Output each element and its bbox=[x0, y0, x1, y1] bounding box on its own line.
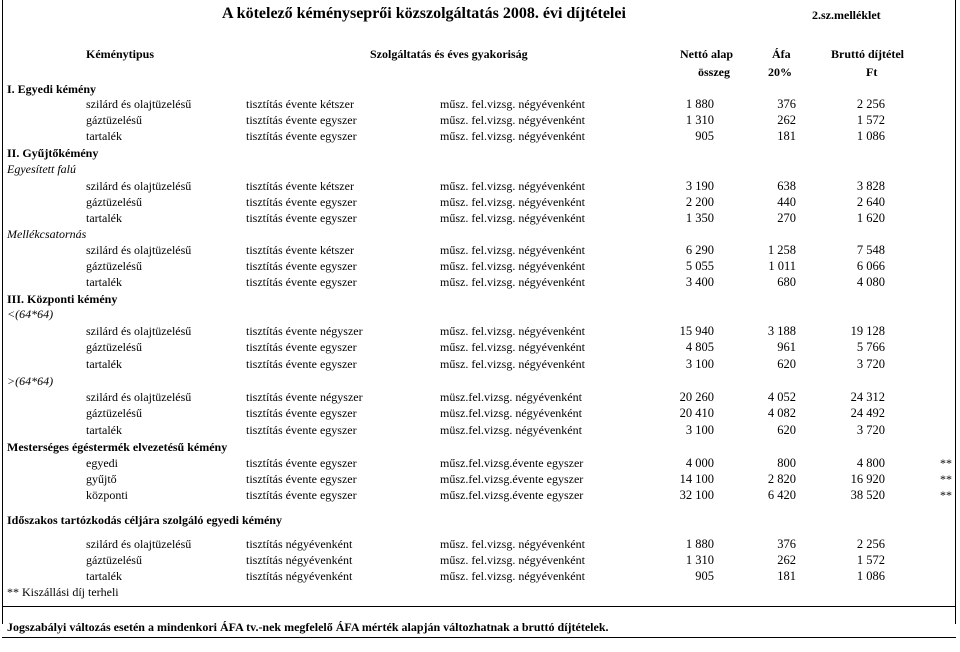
row-fuel-type: központi bbox=[86, 488, 128, 502]
row-inspection-frequency: műsz. fel.vizsg. négyévenként bbox=[440, 97, 585, 111]
header-vat: Áfa bbox=[772, 47, 791, 61]
row-net-amount: 3 190 bbox=[685, 179, 714, 193]
header-net: Nettó alap bbox=[680, 47, 733, 61]
row-inspection-frequency: műsz. fel.vizsg. négyévenként bbox=[440, 259, 585, 273]
row-inspection-frequency: műsz.fel.vizsg.évente egyszer bbox=[440, 488, 584, 502]
row-gross-amount: 5 766 bbox=[856, 340, 885, 354]
row-cleaning-frequency: tisztítás évente egyszer bbox=[246, 423, 357, 437]
row-fuel-type: szilárd és olajtüzelésű bbox=[86, 324, 192, 338]
row-vat-amount: 376 bbox=[777, 537, 796, 551]
row-inspection-frequency: műsz.fel.vizsg.évente egyszer bbox=[440, 456, 584, 470]
row-inspection-frequency: műsz. fel.vizsg. négyévenként bbox=[440, 195, 585, 209]
row-gross-amount: 6 066 bbox=[856, 259, 885, 273]
row-gross-amount: 1 572 bbox=[856, 113, 885, 127]
row-inspection-frequency: müsz.fel.vizsg. négyévenként bbox=[440, 406, 582, 420]
row-cleaning-frequency: tisztítás négyévenként bbox=[246, 537, 353, 551]
row-gross-amount: 2 256 bbox=[856, 97, 885, 111]
row-fuel-type: szilárd és olajtüzelésű bbox=[86, 243, 192, 257]
row-gross-amount: 19 128 bbox=[850, 324, 885, 338]
row-cleaning-frequency: tisztítás évente egyszer bbox=[246, 472, 357, 486]
row-cleaning-frequency: tisztítás évente egyszer bbox=[246, 275, 357, 289]
row-net-amount: 1 880 bbox=[685, 97, 714, 111]
row-vat-amount: 270 bbox=[777, 211, 796, 225]
left-border bbox=[2, 0, 3, 624]
row-cleaning-frequency: tisztítás évente egyszer bbox=[246, 259, 357, 273]
row-inspection-frequency: műsz. fel.vizsg. négyévenként bbox=[440, 243, 585, 257]
row-net-amount: 1 880 bbox=[685, 537, 714, 551]
row-net-amount: 32 100 bbox=[679, 488, 714, 502]
row-vat-amount: 376 bbox=[777, 97, 796, 111]
section-individual-chimney: I. Egyedi kémény bbox=[7, 82, 97, 96]
row-gross-amount: 24 312 bbox=[850, 390, 885, 404]
row-fuel-type: gáztüzelésű bbox=[86, 406, 142, 420]
row-gross-amount: 4 800 bbox=[856, 456, 885, 470]
row-vat-amount: 440 bbox=[777, 195, 796, 209]
row-fuel-type: tartalék bbox=[86, 423, 122, 437]
header-service: Szolgáltatás és éves gyakoriság bbox=[370, 47, 528, 61]
row-vat-amount: 3 188 bbox=[767, 324, 796, 338]
row-fuel-type: tartalék bbox=[86, 275, 122, 289]
row-net-amount: 905 bbox=[695, 129, 714, 143]
row-inspection-frequency: műsz. fel.vizsg. négyévenként bbox=[440, 129, 585, 143]
row-cleaning-frequency: tisztítás évente négyszer bbox=[246, 390, 363, 404]
row-cleaning-frequency: tisztítás évente egyszer bbox=[246, 340, 357, 354]
row-travel-fee-marker: ** bbox=[940, 488, 952, 502]
row-inspection-frequency: műsz. fel.vizsg. négyévenként bbox=[440, 211, 585, 225]
row-net-amount: 15 940 bbox=[679, 324, 714, 338]
row-net-amount: 4 805 bbox=[685, 340, 714, 354]
header-chimney-type: Kéménytipus bbox=[86, 47, 155, 61]
row-vat-amount: 181 bbox=[777, 569, 796, 583]
row-gross-amount: 2 640 bbox=[856, 195, 885, 209]
row-inspection-frequency: műsz.fel.vizsg.évente egyszer bbox=[440, 472, 584, 486]
row-net-amount: 1 310 bbox=[685, 553, 714, 567]
row-inspection-frequency: műsz. fel.vizsg. négyévenként bbox=[440, 357, 585, 371]
row-fuel-type: tartalék bbox=[86, 211, 122, 225]
row-gross-amount: 3 720 bbox=[856, 423, 885, 437]
row-cleaning-frequency: tisztítás évente kétszer bbox=[246, 243, 354, 257]
header-net-sub: összeg bbox=[698, 65, 730, 79]
row-cleaning-frequency: tisztítás évente egyszer bbox=[246, 113, 357, 127]
header-gross-sub: Ft bbox=[866, 65, 878, 79]
row-gross-amount: 2 256 bbox=[856, 537, 885, 551]
row-vat-amount: 1 011 bbox=[768, 259, 796, 273]
row-vat-amount: 4 052 bbox=[767, 390, 796, 404]
row-fuel-type: gáztüzelésű bbox=[86, 195, 142, 209]
row-vat-amount: 4 082 bbox=[767, 406, 796, 420]
subsection-small-central: <(64*64) bbox=[7, 307, 54, 321]
row-net-amount: 14 100 bbox=[679, 472, 714, 486]
row-fuel-type: gáztüzelésű bbox=[86, 113, 142, 127]
row-net-amount: 905 bbox=[695, 569, 714, 583]
right-border bbox=[955, 0, 956, 624]
row-vat-amount: 800 bbox=[777, 456, 796, 470]
attachment-label: 2.sz.melléklet bbox=[812, 8, 881, 22]
section-artificial-flue: Mesterséges égéstermék elvezetésű kémény bbox=[7, 440, 228, 454]
row-gross-amount: 16 920 bbox=[850, 472, 885, 486]
row-fuel-type: tartalék bbox=[86, 569, 122, 583]
row-fuel-type: szilárd és olajtüzelésű bbox=[86, 179, 192, 193]
document-title: A kötelező kéményseprői közszolgáltatás 2008. évi díjtételei bbox=[222, 5, 626, 22]
row-inspection-frequency: műsz. fel.vizsg. négyévenként bbox=[440, 340, 585, 354]
row-inspection-frequency: müsz.fel.vizsg. négyévenként bbox=[440, 423, 582, 437]
row-gross-amount: 1 086 bbox=[856, 129, 885, 143]
row-gross-amount: 3 720 bbox=[856, 357, 885, 371]
header-gross: Bruttó díjtétel bbox=[831, 47, 904, 61]
footer-rule-bottom bbox=[2, 637, 956, 638]
row-travel-fee-marker: ** bbox=[940, 472, 952, 486]
row-vat-amount: 2 820 bbox=[767, 472, 796, 486]
section-central-chimney: III. Központi kémény bbox=[7, 292, 118, 306]
row-vat-amount: 181 bbox=[777, 129, 796, 143]
row-vat-amount: 638 bbox=[777, 179, 796, 193]
row-cleaning-frequency: tisztítás évente egyszer bbox=[246, 129, 357, 143]
row-fuel-type: szilárd és olajtüzelésű bbox=[86, 537, 192, 551]
header-vat-sub: 20% bbox=[768, 65, 792, 79]
row-inspection-frequency: műsz. fel.vizsg. négyévenként bbox=[440, 569, 585, 583]
subsection-large-central: >(64*64) bbox=[7, 374, 54, 388]
row-cleaning-frequency: tisztítás évente négyszer bbox=[246, 324, 363, 338]
row-vat-amount: 262 bbox=[777, 113, 796, 127]
row-cleaning-frequency: tisztítás évente egyszer bbox=[246, 406, 357, 420]
row-gross-amount: 1 572 bbox=[856, 553, 885, 567]
row-net-amount: 3 100 bbox=[685, 423, 714, 437]
row-gross-amount: 7 548 bbox=[856, 243, 885, 257]
row-fuel-type: gáztüzelésű bbox=[86, 553, 142, 567]
row-travel-fee-marker: ** bbox=[940, 456, 952, 470]
row-net-amount: 6 290 bbox=[685, 243, 714, 257]
row-vat-amount: 1 258 bbox=[767, 243, 796, 257]
section-temporary-residence: Időszakos tartózkodás céljára szolgáló egyedi kémény bbox=[7, 513, 282, 527]
row-vat-amount: 961 bbox=[777, 340, 796, 354]
subsection-side-channel: Mellékcsatornás bbox=[7, 227, 87, 241]
row-gross-amount: 1 620 bbox=[856, 211, 885, 225]
row-inspection-frequency: műsz. fel.vizsg. négyévenként bbox=[440, 179, 585, 193]
row-cleaning-frequency: tisztítás évente egyszer bbox=[246, 195, 357, 209]
row-net-amount: 1 310 bbox=[685, 113, 714, 127]
row-net-amount: 1 350 bbox=[685, 211, 714, 225]
row-cleaning-frequency: tisztítás évente egyszer bbox=[246, 357, 357, 371]
row-fuel-type: gáztüzelésű bbox=[86, 259, 142, 273]
row-net-amount: 4 000 bbox=[685, 456, 714, 470]
row-fuel-type: szilárd és olajtüzelésű bbox=[86, 390, 192, 404]
row-fuel-type: tartalék bbox=[86, 357, 122, 371]
row-gross-amount: 4 080 bbox=[856, 275, 885, 289]
footer-note: Jogszabályi változás esetén a mindenkori ÁFA tv.-nek megfelelő ÁFA mérték alapján változhatnak a bruttó díjtételek. bbox=[7, 620, 609, 634]
row-net-amount: 5 055 bbox=[685, 259, 714, 273]
row-cleaning-frequency: tisztítás évente kétszer bbox=[246, 179, 354, 193]
row-inspection-frequency: műsz. fel.vizsg. négyévenként bbox=[440, 113, 585, 127]
row-fuel-type: szilárd és olajtüzelésű bbox=[86, 97, 192, 111]
row-inspection-frequency: műsz. fel.vizsg. négyévenként bbox=[440, 553, 585, 567]
row-gross-amount: 1 086 bbox=[856, 569, 885, 583]
section-collector-chimney: II. Gyűjtőkémény bbox=[7, 146, 99, 160]
footnote: ** Kiszállási díj terheli bbox=[7, 585, 119, 599]
row-cleaning-frequency: tisztítás évente egyszer bbox=[246, 211, 357, 225]
row-net-amount: 20 260 bbox=[679, 390, 714, 404]
row-fuel-type: egyedi bbox=[86, 456, 118, 470]
row-vat-amount: 6 420 bbox=[767, 488, 796, 502]
footer-rule-top bbox=[2, 606, 956, 607]
row-cleaning-frequency: tisztítás évente egyszer bbox=[246, 488, 357, 502]
row-cleaning-frequency: tisztítás négyévenként bbox=[246, 553, 353, 567]
row-cleaning-frequency: tisztítás évente egyszer bbox=[246, 456, 357, 470]
row-gross-amount: 24 492 bbox=[850, 406, 885, 420]
row-net-amount: 2 200 bbox=[685, 195, 714, 209]
row-fuel-type: tartalék bbox=[86, 129, 122, 143]
row-vat-amount: 262 bbox=[777, 553, 796, 567]
row-inspection-frequency: műsz. fel.vizsg. négyévenként bbox=[440, 324, 585, 338]
row-inspection-frequency: müsz.fel.vizsg. négyévenként bbox=[440, 390, 582, 404]
row-cleaning-frequency: tisztítás négyévenként bbox=[246, 569, 353, 583]
row-net-amount: 20 410 bbox=[679, 406, 714, 420]
row-gross-amount: 3 828 bbox=[856, 179, 885, 193]
row-net-amount: 3 100 bbox=[685, 357, 714, 371]
row-cleaning-frequency: tisztítás évente kétszer bbox=[246, 97, 354, 111]
row-gross-amount: 38 520 bbox=[850, 488, 885, 502]
row-fuel-type: gáztüzelésű bbox=[86, 340, 142, 354]
row-fuel-type: gyűjtő bbox=[86, 472, 117, 486]
row-net-amount: 3 400 bbox=[685, 275, 714, 289]
row-vat-amount: 620 bbox=[777, 423, 796, 437]
row-inspection-frequency: műsz. fel.vizsg. négyévenként bbox=[440, 537, 585, 551]
row-vat-amount: 620 bbox=[777, 357, 796, 371]
row-vat-amount: 680 bbox=[777, 275, 796, 289]
subsection-combined-wall: Egyesített falú bbox=[7, 162, 76, 176]
row-inspection-frequency: műsz. fel.vizsg. négyévenként bbox=[440, 275, 585, 289]
